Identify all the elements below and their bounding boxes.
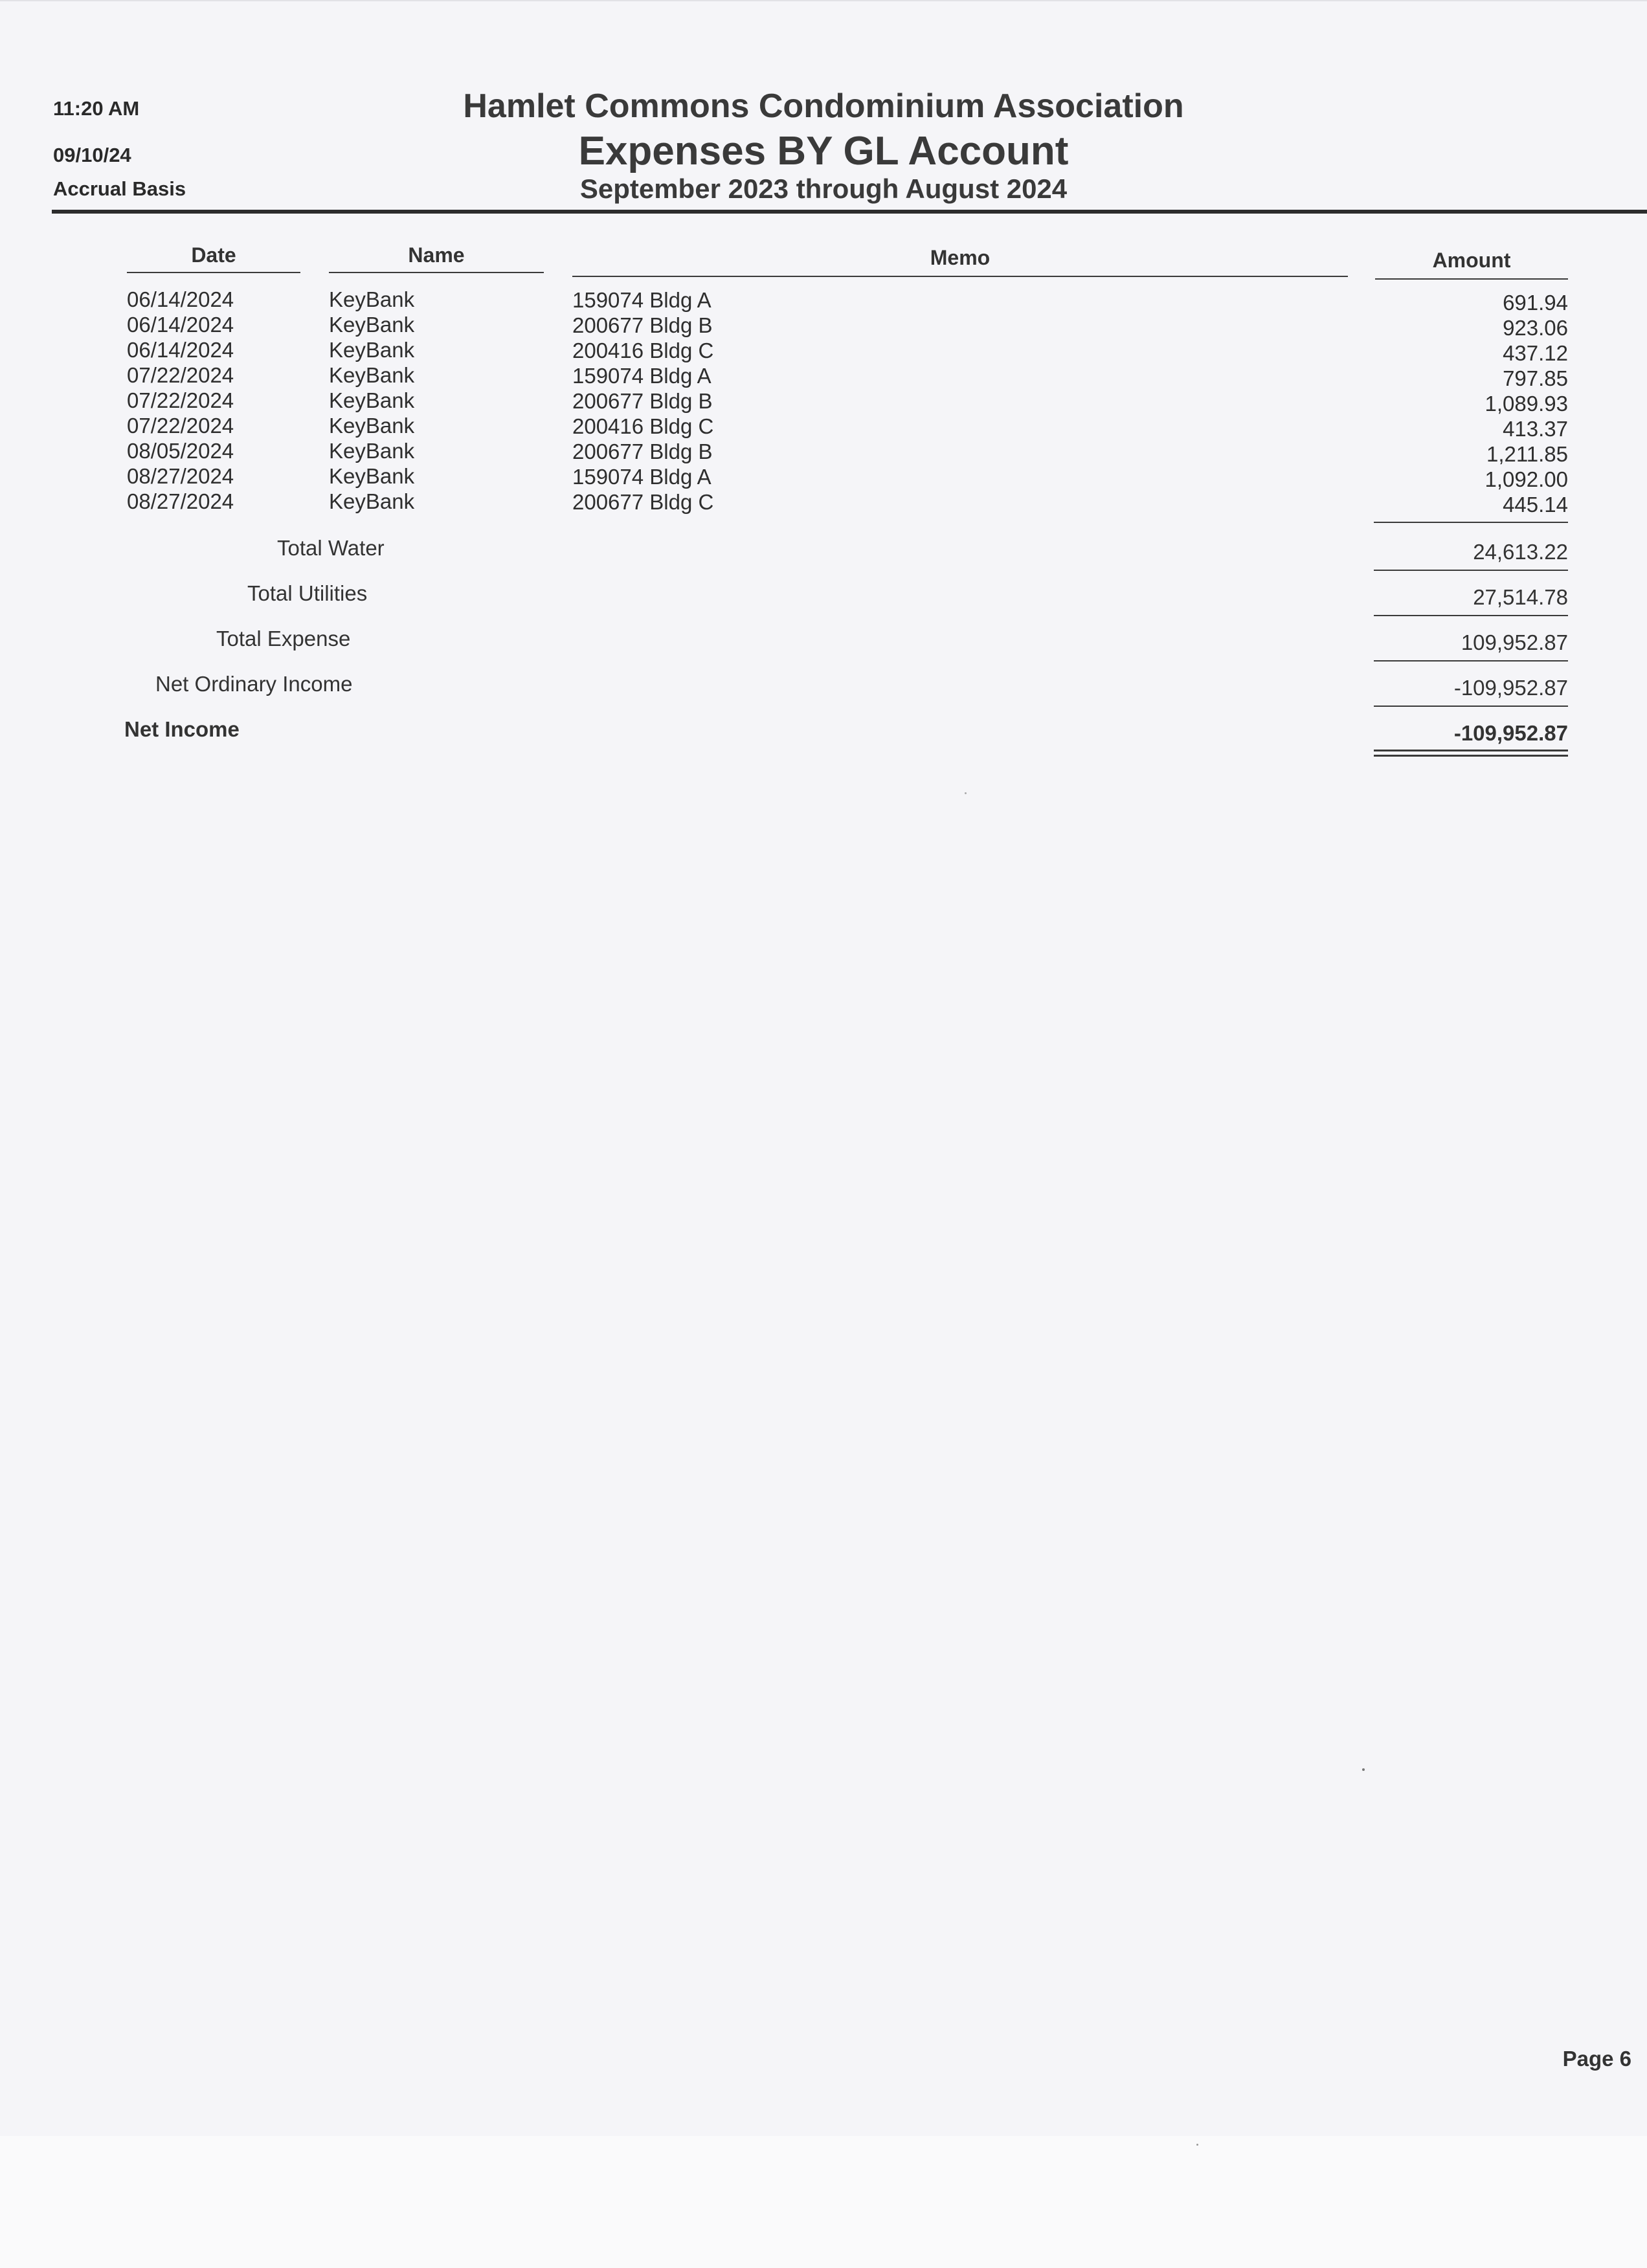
scan-speck [965, 792, 967, 794]
report-basis: Accrual Basis [53, 177, 186, 200]
row-date: 06/14/2024 [127, 313, 234, 337]
row-date: 07/22/2024 [127, 363, 234, 387]
subtotal-rule [1374, 615, 1568, 616]
row-name: KeyBank [329, 338, 415, 362]
net-ordinary-income-label: Net Ordinary Income [155, 672, 353, 696]
row-name: KeyBank [329, 313, 415, 337]
total-expense-amount: 109,952.87 [1461, 630, 1568, 654]
row-amount: 691.94 [1503, 291, 1568, 315]
row-memo: 200416 Bldg C [572, 339, 714, 362]
total-expense-label: Total Expense [216, 627, 351, 650]
column-rule-name [329, 272, 544, 273]
row-name: KeyBank [329, 363, 415, 387]
row-name: KeyBank [329, 464, 415, 488]
row-memo: 159074 Bldg A [572, 364, 711, 388]
row-date: 07/22/2024 [127, 414, 234, 438]
row-memo: 200677 Bldg C [572, 490, 714, 514]
column-header-date: Date [191, 243, 236, 267]
row-memo: 200677 Bldg B [572, 439, 713, 463]
row-memo: 200677 Bldg B [572, 313, 713, 337]
scan-speck [1362, 1768, 1365, 1771]
net-ordinary-income-amount: -109,952.87 [1453, 676, 1568, 700]
total-water-amount: 24,613.22 [1473, 540, 1568, 564]
row-memo: 200677 Bldg B [572, 389, 713, 413]
row-date: 07/22/2024 [127, 388, 234, 412]
row-amount: 923.06 [1503, 316, 1568, 340]
row-amount: 1,089.93 [1485, 392, 1568, 416]
report-period: September 2023 through August 2024 [579, 173, 1068, 204]
row-date: 08/27/2024 [127, 489, 234, 513]
report-date: 09/10/24 [53, 144, 131, 166]
report-time: 11:20 AM [53, 97, 140, 120]
row-amount: 445.14 [1503, 493, 1568, 517]
row-name: KeyBank [329, 414, 415, 438]
row-name: KeyBank [329, 439, 415, 463]
row-memo: 159074 Bldg A [572, 465, 711, 489]
row-memo: 200416 Bldg C [572, 414, 714, 438]
subtotal-rule [1374, 706, 1568, 707]
row-name: KeyBank [329, 287, 415, 311]
column-rule-memo [572, 276, 1348, 277]
row-amount: 1,211.85 [1486, 442, 1568, 466]
subtotal-rule [1374, 570, 1568, 571]
total-utilities-amount: 27,514.78 [1473, 585, 1568, 609]
row-amount: 413.37 [1503, 417, 1568, 441]
net-income-label: Net Income [124, 717, 240, 741]
total-utilities-label: Total Utilities [247, 581, 368, 605]
total-water-label: Total Water [277, 536, 385, 560]
row-date: 06/14/2024 [127, 338, 234, 362]
double-underline-top [1374, 750, 1568, 751]
row-name: KeyBank [329, 489, 415, 513]
subtotal-rule [1374, 660, 1568, 662]
page-number: Page 6 [1562, 2047, 1631, 2071]
column-header-memo: Memo [930, 246, 991, 269]
double-underline-bottom [1374, 755, 1568, 757]
column-header-name: Name [408, 243, 465, 267]
column-rule-date [127, 272, 300, 273]
row-name: KeyBank [329, 388, 415, 412]
scan-speck [1196, 2144, 1198, 2146]
column-rule-amount [1375, 278, 1568, 280]
scan-margin [0, 2136, 1647, 2268]
row-amount: 797.85 [1503, 366, 1568, 390]
row-amount: 437.12 [1503, 341, 1568, 365]
column-header-amount: Amount [1432, 249, 1511, 272]
report-title: Expenses BY GL Account [578, 129, 1069, 173]
company-name: Hamlet Commons Condominium Association [463, 87, 1184, 125]
row-memo: 159074 Bldg A [572, 288, 711, 312]
row-date: 08/05/2024 [127, 439, 234, 463]
row-date: 06/14/2024 [127, 287, 234, 311]
row-date: 08/27/2024 [127, 464, 234, 488]
subtotal-rule [1374, 522, 1568, 523]
row-amount: 1,092.00 [1485, 467, 1568, 491]
header-rule [52, 210, 1647, 214]
net-income-amount: -109,952.87 [1453, 721, 1568, 745]
